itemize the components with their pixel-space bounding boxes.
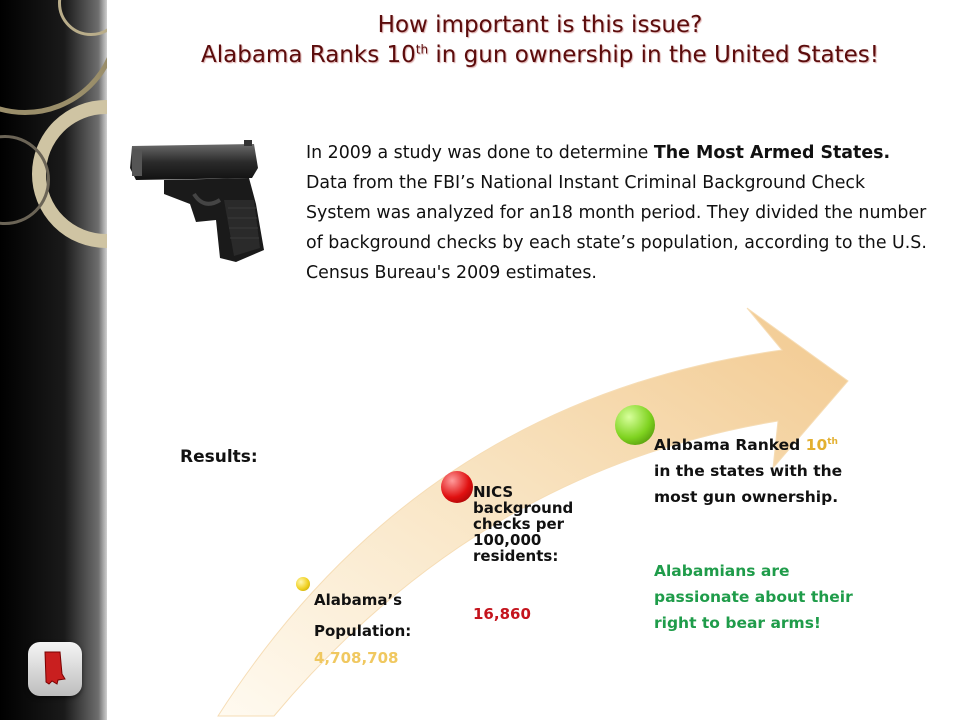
nics-label: NICS background checks per 100,000 residents:	[473, 483, 574, 565]
rank-label	[654, 432, 854, 510]
population-label-line-1: Alabama’s	[314, 591, 403, 609]
step-marker-nics	[441, 471, 473, 503]
rank-superscript: th	[827, 436, 838, 447]
results-label: Results:	[180, 447, 258, 467]
step-marker-population	[296, 577, 310, 591]
title-superscript: th	[415, 42, 429, 57]
intro-highlight: The Most Armed States.	[653, 143, 891, 163]
title-line-1: How important is this issue?	[377, 12, 703, 38]
rank-label-start: Alabama Ranked	[654, 436, 806, 454]
rank-number	[806, 436, 838, 454]
rank-number-value: 10	[805, 436, 828, 454]
nics-value: 16,860	[473, 605, 531, 623]
rank-label-end: in the states with the most gun ownership.	[654, 462, 843, 506]
population-label	[314, 585, 411, 647]
intro-text-continued: Data from the FBI’s National Instant Criminal Background Check System was analyzed for an18 month period. They divided the number of background checks by each state’s population, according to the U.S. Census Bureau's 2009 estimates.	[306, 173, 927, 283]
step-marker-rank	[615, 405, 655, 445]
passion-statement: Alabamians are passionate about their right to bear arms!	[654, 562, 853, 632]
population-value: 4,708,708	[314, 649, 399, 667]
title-line-2-end: in gun ownership in the United States!	[428, 42, 879, 68]
title-line-2-start: Alabama Ranks 10	[201, 42, 416, 68]
intro-text: In 2009 a study was done to determine	[306, 143, 654, 163]
population-label-line-2: Population:	[314, 622, 412, 640]
